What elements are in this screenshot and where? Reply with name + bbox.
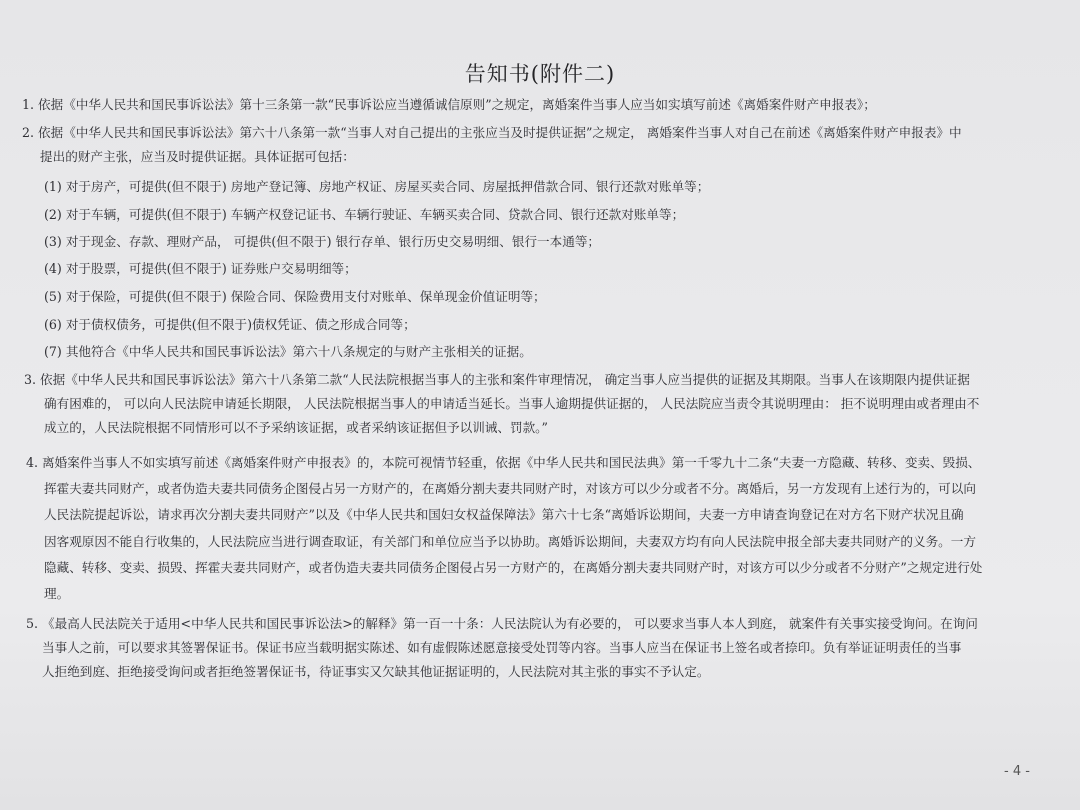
- evidence-item-5: (5) 对于保险，可提供(但不限于) 保险合同、保险费用支付对账单、保单现金价值证明等；: [44, 289, 546, 304]
- evidence-item-6: (6) 对于债权债务，可提供(但不限于)债权凭证、债之形成合同等；: [44, 317, 416, 332]
- evidence-item-1: (1) 对于房产，可提供(但不限于) 房地产登记簿、房地产权证、房屋买卖合同、房屋抵押借款合同、银行还款对账单等；: [44, 179, 710, 194]
- evidence-item-2: (2) 对于车辆，可提供(但不限于) 车辆产权登记证书、车辆行驶证、车辆买卖合同、贷款合同、银行还款对账单等；: [44, 207, 685, 222]
- clause-3-line: 确有困难的， 可以向人民法院申请延长期限， 人民法院根据当事人的申请适当延长。当事人逾期提供证据的， 人民法院应当责令其说明理由： 拒不说明理由或者理由不: [44, 396, 980, 411]
- clause-2-line-2: 提出的财产主张，应当及时提供证据。具体证据可包括：: [40, 149, 355, 164]
- clause-2-line-1: 2. 依据《中华人民共和国民事诉讼法》第六十八条第一款“当事人对自己提出的主张应当及时提供证据”之规定， 离婚案件当事人对自己在前述《离婚案件财产申报表》中: [22, 125, 962, 140]
- clause-3-line: 3. 依据《中华人民共和国民事诉讼法》第六十八条第二款“人民法院根据当事人的主张和案件审理情况， 确定当事人应当提供的证据及其期限。当事人在该期限内提供证据: [24, 372, 970, 387]
- clause-5: [26, 612, 978, 684]
- clause-4-line: 理。: [44, 586, 70, 602]
- evidence-item-3: (3) 对于现金、存款、理财产品， 可提供(但不限于) 银行存单、银行历史交易明细、银行一本通等；: [44, 234, 601, 249]
- clause-4-line: 人民法院提起诉讼，请求再次分割夫妻共同财产”以及《中华人民共和国妇女权益保障法》第六十七条“离婚诉讼期间，夫妻一方申请查询登记在对方名下财产状况且确: [44, 507, 964, 523]
- clause-4-line: 挥霍夫妻共同财产，或者伪造夫妻共同债务企图侵占另一方财产的，在离婚分割夫妻共同财产时，对该方可以少分或者不分。离婚后，另一方发现有上述行为的，可以向: [44, 481, 976, 497]
- evidence-item-4: (4) 对于股票，可提供(但不限于) 证券账户交易明细等；: [44, 261, 357, 276]
- page-number: - 4 -: [1004, 764, 1030, 779]
- clause-4-line: 4. 离婚案件当事人不如实填写前述《离婚案件财产申报表》的，本院可视情节轻重，依据《中华人民共和国民法典》第一千零九十二条“夫妻一方隐藏、转移、变卖、毁损、: [26, 455, 981, 470]
- evidence-item-7: (7) 其他符合《中华人民共和国民事诉讼法》第六十八条规定的与财产主张相关的证据。: [44, 344, 532, 359]
- clause-4: [26, 450, 982, 607]
- clause-5-line: 当事人之前，可以要求其签署保证书。保证书应当载明据实陈述、如有虚假陈述愿意接受处罚等内容。当事人应当在保证书上签名或者捺印。负有举证证明责任的当事: [42, 640, 962, 655]
- clause-4-line: 因客观原因不能自行收集的，人民法院应当进行调查取证，有关部门和单位应当予以协助。离婚诉讼期间，夫妻双方均有向人民法院申报全部夫妻共同财产的义务。一方: [44, 533, 976, 549]
- clause-3-line: 成立的，人民法院根据不同情形可以不予采纳该证据，或者采纳该证据但予以训诫、罚款。”: [44, 420, 548, 435]
- clause-5-line: 人拒绝到庭、拒绝接受询问或者拒绝签署保证书，待证事实又欠缺其他证据证明的，人民法院对其主张的事实不予认定。: [42, 664, 710, 679]
- document-title: 告知书(附件二): [464, 62, 616, 86]
- clause-4-line: 隐藏、转移、变卖、损毁、挥霍夫妻共同财产，或者伪造夫妻共同债务企图侵占另一方财产的，在离婚分割夫妻共同财产时，对该方可以少分或者不分财产”之规定进行处: [44, 559, 983, 575]
- clause-5-line: 5. 《最高人民法院关于适用<中华人民共和国民事诉讼法>的解释》第一百一十条：人民法院认为有必要的， 可以要求当事人本人到庭， 就案件有关事实接受询问。在询问: [26, 616, 978, 631]
- clause-1: 1. 依据《中华人民共和国民事诉讼法》第十三条第一款“民事诉讼应当遵循诚信原则”之规定，离婚案件当事人应当如实填写前述《离婚案件财产申报表》；: [22, 97, 876, 112]
- clause-3: [24, 368, 979, 440]
